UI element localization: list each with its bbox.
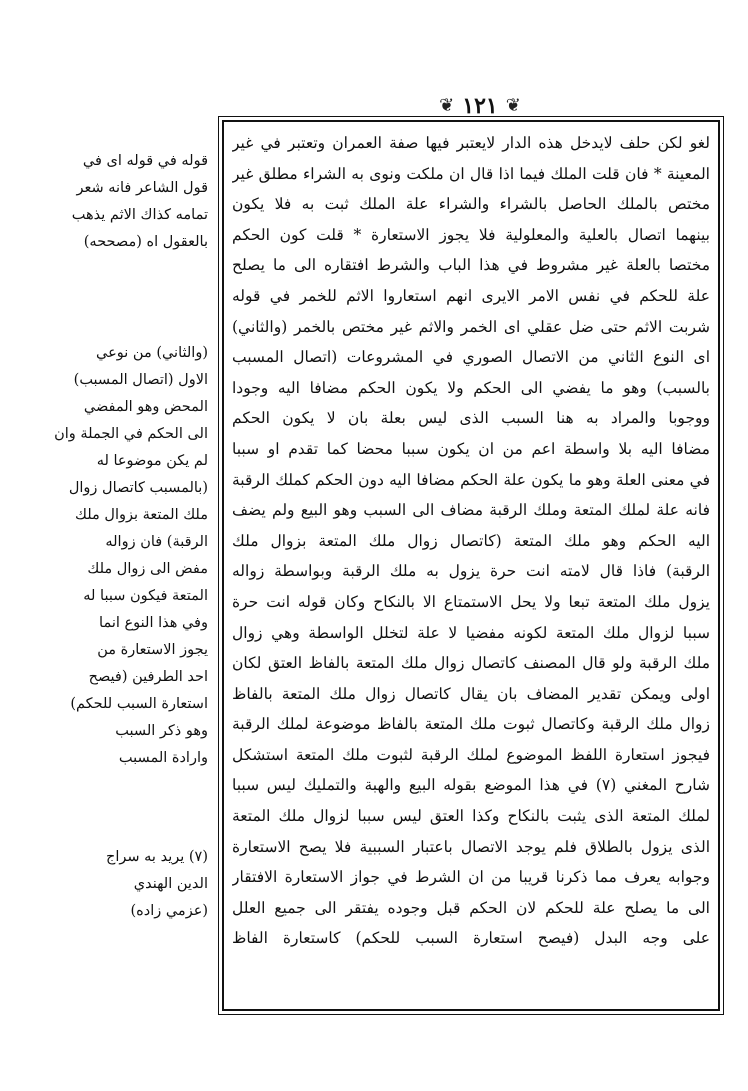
text-line: بالسبب) وهو ما يفضي الى الحكم ولا يكون الحكم مضافا اليه وجودا — [232, 378, 710, 397]
margin-note-line: احد الطرفين (فيصح — [88, 669, 208, 685]
margin-note-line: المتعة فيكون سببا له — [83, 588, 208, 604]
margin-note-line: الرقبة) فان زواله — [105, 534, 208, 550]
text-line: لملك المتعة الذى يثبت بالنكاح وكذا العتق ليس سببا لزوال ملك المتعة — [232, 807, 710, 826]
margin-note-line: بالعقول اه (مصححه) — [83, 234, 208, 250]
text-line: وجوابه يعرف مما ذكرنا قريبا من ان الشرط في جواز الاستعارة الافتقار — [232, 868, 710, 887]
margin-note-line: (بالمسبب كاتصال زوال — [68, 480, 208, 496]
margin-note-line: الدين الهندي — [133, 876, 208, 892]
page-number: ١٢١ — [462, 93, 498, 119]
text-line: فيجوز استعارة اللفظ الموضوع لملك الرقبة لثبوت ملك المتعة استشكل — [232, 745, 710, 764]
text-line: شربت الاثم حتى ضل عقلي اى الخمر والاثم غير مختص بالخمر (والثاني) — [232, 317, 710, 336]
text-line: اى النوع الثاني من الاتصال الصوري في المشروعات (اتصال المسبب — [232, 348, 710, 367]
text-line: زوال ملك الرقبة وكاتصال ثبوت ملك المتعة بالفاظ موضوعة لملك الرقبة — [232, 715, 710, 734]
margin-note-line: (٧) يريد به سراج — [106, 849, 208, 865]
margin-note-line: (عزمي زاده) — [130, 903, 208, 919]
text-line: الى ما يصلح علة للحكم لان الحكم قبل وجوده يفتقر الى جميع العلل — [232, 898, 710, 917]
text-line: في معنى العلة وهو ما يكون علة الحكم مضافا اليه دون الحكم كملك الرقبة — [232, 470, 710, 489]
margin-note-line: (والثاني) من نوعي — [96, 345, 208, 361]
text-line: ووجوبا والمراد به هنا السبب الذى ليس بعلة بان لا يكون الحكم — [232, 409, 710, 428]
text-line: ملك الرقبة ولو قال المصنف كاتصال زوال ملك المتعة بالفاظ العتق لكان — [232, 654, 710, 673]
ornament-right-icon: ❦ — [505, 95, 521, 116]
text-line: على وجه البدل (فيصح استعارة السبب للحكم) كاستعارة الفاظ — [232, 929, 710, 948]
text-line: لغو لكن حلف لايدخل هذه الدار لايعتبر فيها صفة العمران وتعتبر في غير — [232, 134, 710, 152]
text-line: مضافا اليه بلا واسطة اعم من ان يكون سببا محضا كما تقدم او سببا — [232, 439, 710, 458]
text-line: اولى ويمكن تقدير المضاف بان يقال كاتصال زوال ملك المتعة بالفاظ — [232, 684, 710, 703]
text-line: مختص بالملك الحاصل بالشراء والشراء علة الملك ثبت به فلا يكون — [232, 195, 710, 214]
margin-note-line: تمامه كذاك الاثم يذهب — [71, 207, 208, 223]
main-text-frame — [222, 120, 720, 1011]
text-line: بينهما اتصال بالعلية والمعلولية فلا يجوز الاستعارة * قلت كون الحكم — [232, 225, 710, 244]
text-line: علة للحكم في نفس الامر الايرى انهم استعاروا الاثم للخمر في قوله — [232, 286, 710, 305]
margin-note-line: المحض وهو المفضي — [83, 399, 208, 415]
margin-note-line: يجوز الاستعارة من — [97, 642, 208, 658]
margin-note-line: وارادة المسبب — [118, 750, 208, 766]
margin-note-line: لم يكن موضوعا له — [96, 453, 208, 469]
main-text-body — [232, 128, 710, 1003]
margin-note-line: وفي هذا النوع انما — [99, 615, 208, 631]
margin-note-line: قول الشاعر فانه شعر — [76, 180, 208, 196]
margin-note-line: ملك المتعة بزوال ملك — [75, 507, 208, 523]
text-line: المعينة * فان قلت الملك فيما اذا قال ان ملكت ونوى به الشراء مطلق غير — [232, 164, 710, 183]
text-line: شارح المغني (٧) في هذا الموضع بقوله البيع والهبة والتمليك ليس سببا — [232, 776, 710, 795]
text-line: مختصا بالعلة غير مشروط في هذا الباب والشرط افتقاره الى ما يصلح — [232, 256, 710, 275]
margin-note-3 — [10, 844, 208, 925]
text-line: فانه علة لملك المتعة وملك الرقبة مضاف الى السبب وهو البيع ولم يضف — [232, 501, 710, 520]
text-line: يزول ملك المتعة تبعا ولا يحل الاستمتاع الا بالنكاح وكان قوله انت حرة — [232, 592, 710, 611]
text-line: اليه الحكم وهو ملك المتعة (كاتصال زوال ملك المتعة بزوال ملك — [232, 531, 710, 550]
margin-note-line: الى الحكم في الجملة وان — [54, 426, 208, 442]
page-header — [420, 92, 540, 120]
margin-note-line: وهو ذكر السبب — [115, 723, 208, 739]
margin-note-2 — [10, 340, 208, 772]
margin-note-line: الاول (اتصال المسبب) — [73, 372, 208, 388]
ornament-left-icon: ❦ — [439, 95, 455, 116]
margin-note-line: مفض الى زوال ملك — [87, 561, 208, 577]
text-line: سببا لزوال ملك المتعة لكونه مفضيا لا علة لتخلل الواسطة وهي زوال — [232, 623, 710, 642]
margin-note-line: قوله في قوله اى في — [82, 153, 208, 169]
text-line: الرقبة) فاذا قال لامته انت حرة يزول به ملك الرقبة وبواسطة زواله — [232, 562, 710, 581]
margin-note-1 — [10, 148, 208, 256]
margin-note-line: استعارة السبب للحكم) — [70, 696, 208, 712]
text-line: الذى يزول بالطلاق فلم يوجد الاتصال باعتبار السببية فلا يصح الاستعارة — [232, 837, 710, 856]
